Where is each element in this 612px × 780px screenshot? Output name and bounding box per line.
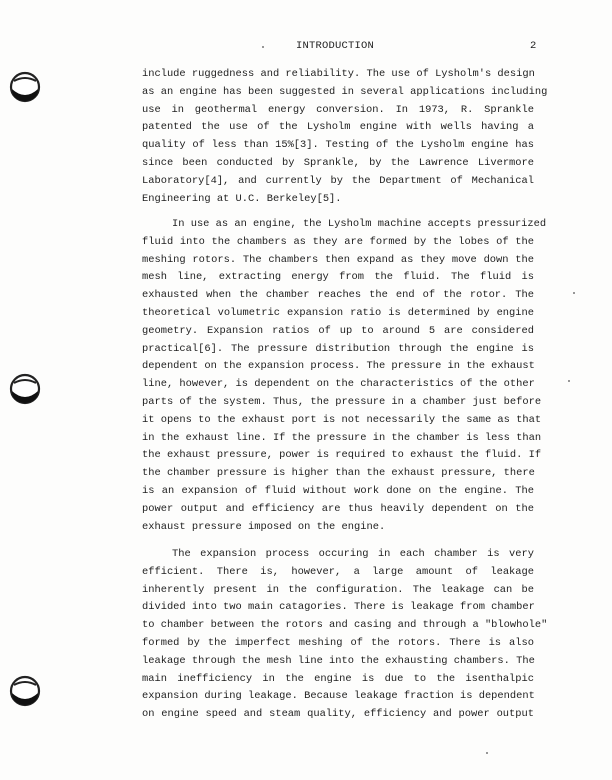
binder-hole-icon — [8, 674, 42, 708]
text-line: efficient. There is, however, a large amount of leakage — [142, 565, 534, 578]
text-line: in the exhaust line. If the pressure in the chamber is less than — [142, 431, 542, 444]
paragraph-2 — [142, 216, 547, 536]
text-line: power output and efficiency are thus heavily dependent on the — [142, 502, 534, 515]
text-line: dependent on the expansion process. The pressure in the exhaust — [142, 360, 535, 373]
paragraph-1 — [142, 66, 548, 208]
scan-speck — [573, 292, 575, 294]
text-line: line, however, is dependent on the characteristics of the other — [142, 378, 535, 391]
text-line: quality of less than 15%[3]. Testing of the Lysholm engine has — [142, 139, 534, 152]
text-line: exhaust pressure imposed on the engine. — [142, 520, 386, 533]
text-line: In use as an engine, the Lysholm machine accepts pressurized — [172, 218, 547, 230]
scan-speck — [568, 380, 570, 382]
text-line: practical[6]. The pressure distribution through the engine is — [142, 342, 534, 355]
text-line: it opens to the exhaust port is not necessarily the same as that — [142, 413, 542, 426]
text-line: fluid into the chambers as they are formed by the lobes of the — [142, 235, 534, 248]
text-line: is an expansion of fluid without work done on the engine. The — [142, 484, 534, 497]
scan-speck — [262, 46, 264, 48]
text-line: inherently present in the configuration. The leakage can be — [142, 583, 534, 596]
text-line: as an engine has been suggested in several applications including — [142, 85, 548, 98]
text-line: include ruggedness and reliability. The use of Lysholm's design — [142, 68, 535, 80]
text-line: The expansion process occuring in each chamber is very — [172, 548, 534, 560]
text-line: on engine speed and steam quality, efficiency and power output — [142, 708, 534, 721]
binder-hole-icon — [8, 372, 42, 406]
text-line: the exhaust pressure, power is required to exhaust the fluid. If — [142, 449, 542, 462]
binder-hole-icon — [8, 70, 42, 104]
text-line: leakage through the mesh line into the exhausting chambers. The — [142, 654, 535, 667]
paragraph-3 — [142, 546, 548, 724]
text-line: patented the use of the Lysholm engine with wells having a — [142, 121, 534, 134]
page-header-title: INTRODUCTION — [296, 40, 375, 52]
text-line: exhausted when the chamber reaches the end of the rotor. The — [142, 289, 534, 302]
text-line: Engineering at U.C. Berkeley[5]. — [142, 192, 342, 205]
text-line: divided into two main catagories. There is leakage from chamber — [142, 601, 535, 614]
text-line: main inefficiency in the engine is due to the isenthalpic — [142, 672, 534, 685]
text-line: the chamber pressure is higher than the exhaust pressure, there — [142, 467, 535, 480]
page-number: 2 — [530, 40, 537, 52]
text-line: mesh line, extracting energy from the fluid. The fluid is — [142, 271, 534, 284]
text-line: theoretical volumetric expansion ratio is determined by engine — [142, 306, 534, 319]
text-line: formed by the imperfect meshing of the rotors. There is also — [142, 636, 534, 649]
text-line: parts of the system. Thus, the pressure in a chamber just before — [142, 395, 542, 408]
text-line: Laboratory[4], and currently by the Department of Mechanical — [142, 174, 534, 187]
text-line: expansion during leakage. Because leakage fraction is dependent — [142, 690, 535, 703]
text-line: since been conducted by Sprankle, by the Lawrence Livermore — [142, 156, 534, 169]
text-line: meshing rotors. The chambers then expand as they move down the — [142, 253, 534, 266]
text-line: use in geothermal energy conversion. In 1973, R. Sprankle — [142, 103, 534, 116]
scan-speck — [486, 752, 488, 754]
text-line: to chamber between the rotors and casing and through a "blowhole" — [142, 619, 548, 632]
text-line: geometry. Expansion ratios of up to around 5 are considered — [142, 324, 534, 337]
